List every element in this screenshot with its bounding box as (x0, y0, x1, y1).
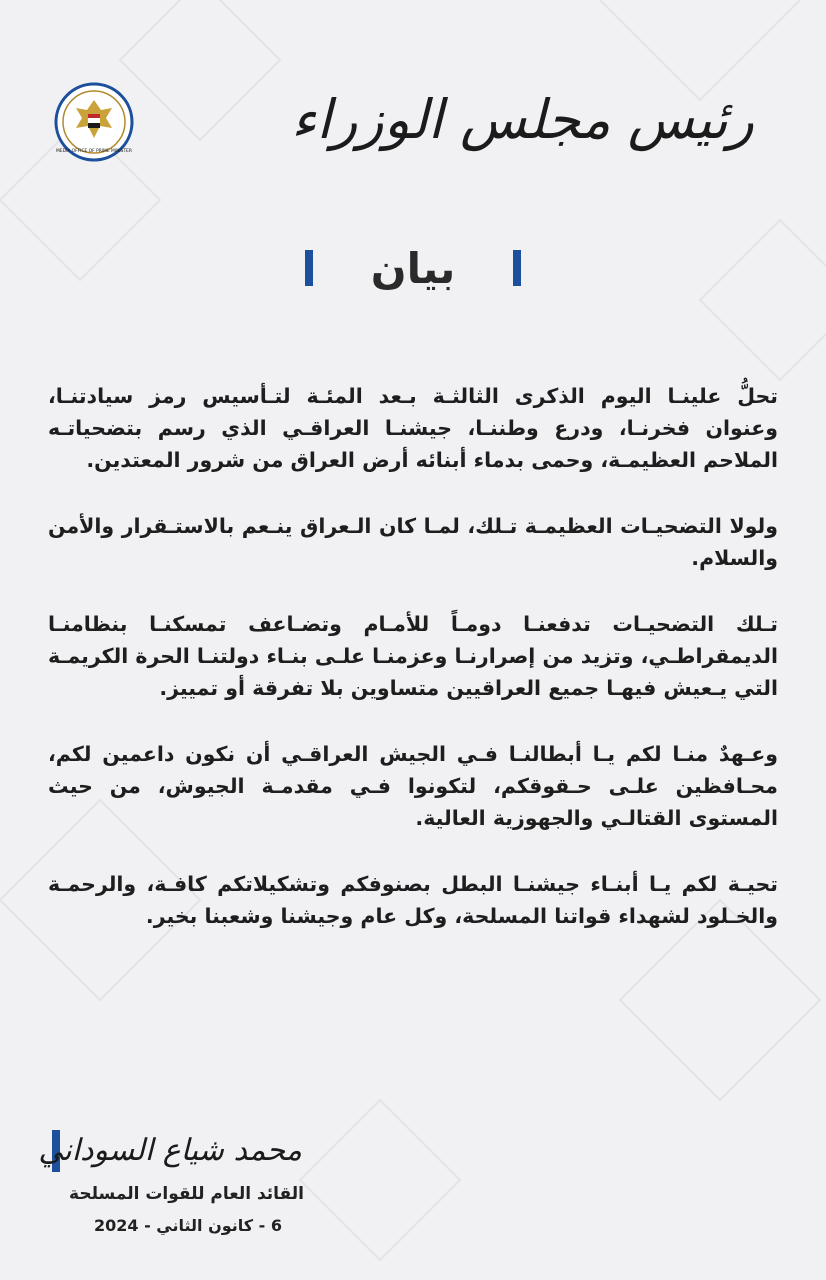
title-row (0, 236, 826, 300)
signature-block (38, 1122, 312, 1252)
title-bar-left (305, 250, 313, 286)
document-title: بيان (370, 243, 456, 293)
logo-caption: MEDIA OFFICE OF PRIME MINISTER (56, 149, 132, 154)
paragraph: وعـهدٌ منـا لكم يـا أبطالنـا فـي الجيش العراقـي أن نكون داعمين لكم، محـافظين علـى حـقوقكم، لتكونوا فـي مقدمـة الجيوش، من حيث المستوى القتالـي والجهوزية العالية. (48, 742, 778, 830)
statement-date: 6 - كانون الثاني - 2024 (93, 1216, 283, 1235)
paragraph: ولولا التضحيـات العظيمـة تـلك، لمـا كان الـعراق ينـعم بالاستـقرار والأمن والسلام. (48, 514, 778, 570)
statement-body (48, 380, 778, 966)
paragraph: تـلك التضحيـات تدفعنـا دومـاً للأمـام وتضـاعف تمسكنـا بنظامنـا الديمقراطـي، وتزيد من إصرارنـا وعزمنـا علـى بنـاء دولتنـا الحرة الكريمـة التي يـعيش فيهـا جميع العراقيين متساوين بلا تفرقة أو تمييز. (48, 612, 778, 700)
title-bar-right (513, 250, 521, 286)
prime-minister-emblem-logo (54, 82, 134, 162)
header-calligraphy-title: رئيس مجلس الوزراء (291, 88, 754, 151)
paragraph: تحلُّ علينـا اليوم الذكرى الثالثـة بـعد المئـة لتـأسيس رمز سيادتنـا، وعنوان فخرنـا، ودرع وطننـا، جيشنـا العراقـي الذي رسم بتضحياتـه الملاحم العظيمـة، وحمى بدماء أبنائه أرض العراق من شرور المعتدين. (48, 384, 778, 472)
signature-name: محمد شياع السوداني (38, 1133, 302, 1168)
signature-role: القائد العام للقوات المسلحة (69, 1184, 304, 1204)
paragraph: تحيـة لكم يـا أبنـاء جيشنـا البطل بصنوفكم وتشكيلاتكم كافـة، والرحمـة والخـلود لشهداء قواتنا المسلحة، وكل عام وجيشنا وشعبنا بخير. (48, 872, 778, 928)
